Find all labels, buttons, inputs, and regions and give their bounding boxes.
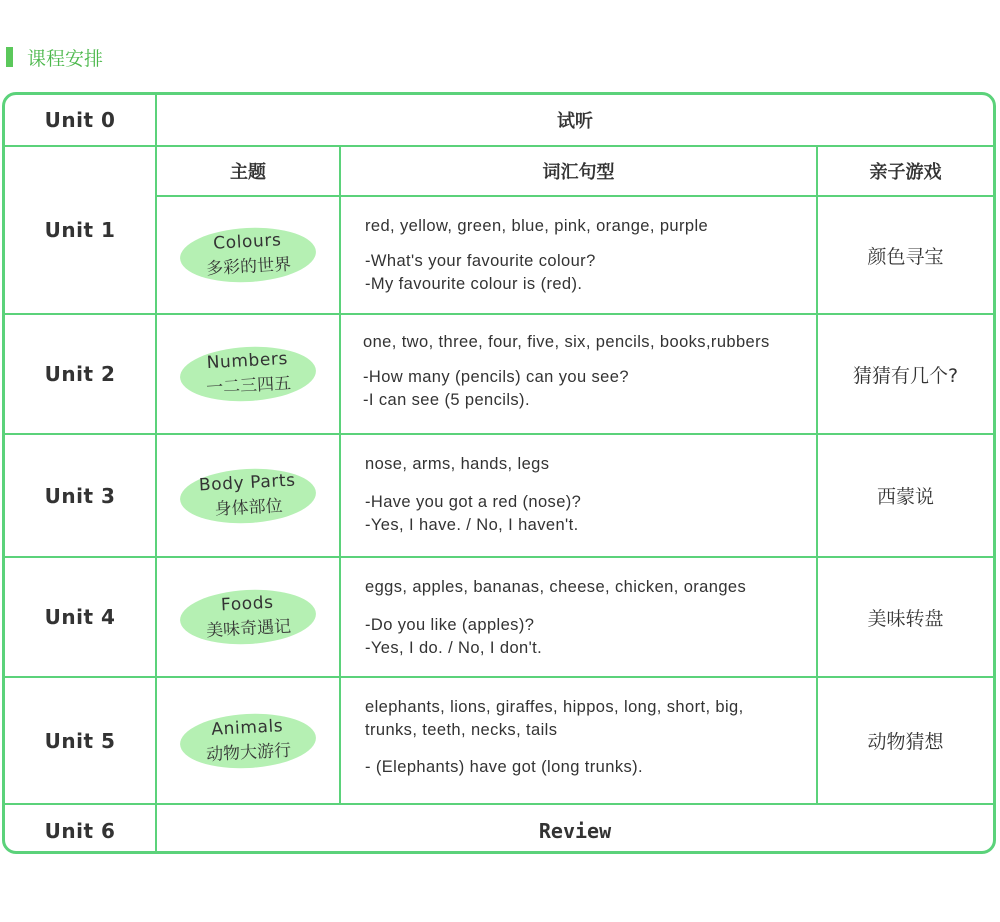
header-topic-label: 主题	[230, 162, 266, 183]
vocab-answer: -Yes, I do. / No, I don't.	[365, 639, 543, 657]
table-row-unit-1	[157, 197, 993, 315]
topic-badge	[179, 586, 318, 647]
vocab-answer: -Yes, I have. / No, I haven't.	[365, 516, 579, 534]
vocab-words: nose, arms, hands, legs	[365, 455, 550, 473]
unit-cell	[5, 315, 157, 433]
vocab-question: -What's your favourite colour?	[365, 252, 596, 270]
game-label: 西蒙说	[876, 486, 934, 508]
vocab-words: one, two, three, four, five, six, pencils, books,rubbers	[363, 333, 770, 351]
unit-label: Unit 6	[44, 819, 116, 843]
vocab-question: -How many (pencils) can you see?	[363, 368, 629, 386]
vocab-words: eggs, apples, bananas, cheese, chicken, oranges	[365, 578, 747, 596]
game-cell	[818, 197, 993, 313]
topic-en: Body Parts	[198, 469, 297, 496]
vocab-cell	[341, 558, 818, 676]
topic-badge	[179, 343, 318, 404]
topic-zh: 动物大游行	[205, 740, 292, 765]
section-header	[6, 44, 103, 70]
vocab-words: red, yellow, green, blue, pink, orange, purple	[365, 217, 709, 235]
topic-badge	[179, 224, 318, 285]
unit-cell	[5, 435, 157, 556]
section-accent-bar	[6, 47, 13, 67]
unit-label: Unit 0	[44, 108, 116, 132]
header-game-label: 亲子游戏	[869, 162, 942, 183]
table-row-unit-4	[5, 558, 993, 678]
topic-zh: 多彩的世界	[205, 254, 292, 280]
header-vocab	[341, 147, 818, 195]
topic-en: Colours	[212, 230, 282, 254]
vocab-cell	[341, 197, 818, 313]
topic-cell	[157, 197, 341, 313]
unit-label: Unit 3	[44, 483, 116, 508]
topic-badge	[179, 710, 318, 771]
topic-cell	[157, 678, 341, 803]
vocab-question: - (Elephants) have got (long trunks).	[365, 758, 644, 776]
topic-cell	[157, 315, 341, 433]
game-cell	[818, 435, 993, 556]
game-label: 猜猜有几个?	[852, 364, 959, 387]
topic-cell	[157, 435, 341, 556]
vocab-cell	[341, 435, 818, 556]
table-row-unit-3	[5, 435, 993, 558]
table-row-unit-2	[5, 315, 993, 435]
table-header-row	[157, 147, 993, 197]
trial-label: 试听	[557, 111, 593, 132]
review-label: Review	[538, 819, 612, 843]
vocab-answer: -My favourite colour is (red).	[365, 275, 583, 293]
topic-badge	[179, 465, 318, 526]
unit-label: Unit 4	[44, 605, 116, 629]
review-cell	[157, 805, 993, 854]
table-row-unit-6	[5, 805, 993, 854]
unit-cell	[5, 95, 157, 145]
topic-en: Animals	[210, 715, 284, 740]
vocab-question: -Do you like (apples)?	[365, 616, 535, 634]
header-game	[818, 147, 993, 195]
topic-en: Foods	[220, 592, 275, 616]
topic-cell	[157, 558, 341, 676]
game-label: 颜色寻宝	[867, 245, 944, 268]
topic-zh: 一二三四五	[205, 373, 292, 399]
vocab-words: elephants, lions, giraffes, hippos, long, short, big, trunks, teeth, necks, tails	[365, 698, 744, 739]
header-vocab-label: 词汇句型	[542, 162, 615, 183]
game-cell	[818, 558, 993, 676]
vocab-cell	[341, 678, 818, 803]
vocab-answer: -I can see (5 pencils).	[363, 391, 530, 409]
header-topic	[157, 147, 341, 195]
game-cell	[818, 678, 993, 803]
unit-cell	[5, 147, 157, 313]
topic-zh: 身体部位	[214, 495, 284, 520]
vocab-cell	[341, 315, 818, 433]
unit-label: Unit 1	[44, 218, 116, 242]
unit-cell	[5, 805, 157, 854]
game-cell	[818, 315, 993, 433]
game-label: 美味转盘	[867, 607, 944, 630]
topic-en: Numbers	[206, 348, 289, 374]
table-row-unit-0	[5, 95, 993, 147]
game-label: 动物猜想	[867, 731, 944, 753]
unit-label: Unit 5	[44, 728, 116, 753]
table-row-unit-5	[5, 678, 993, 805]
section-title: 课程安排	[27, 47, 104, 70]
vocab-question: -Have you got a red (nose)?	[365, 493, 582, 511]
course-schedule-table	[2, 92, 996, 854]
unit-cell	[5, 678, 157, 803]
trial-cell	[157, 95, 993, 145]
unit-cell	[5, 558, 157, 676]
topic-zh: 美味奇遇记	[205, 616, 292, 642]
unit-label: Unit 2	[44, 362, 116, 386]
